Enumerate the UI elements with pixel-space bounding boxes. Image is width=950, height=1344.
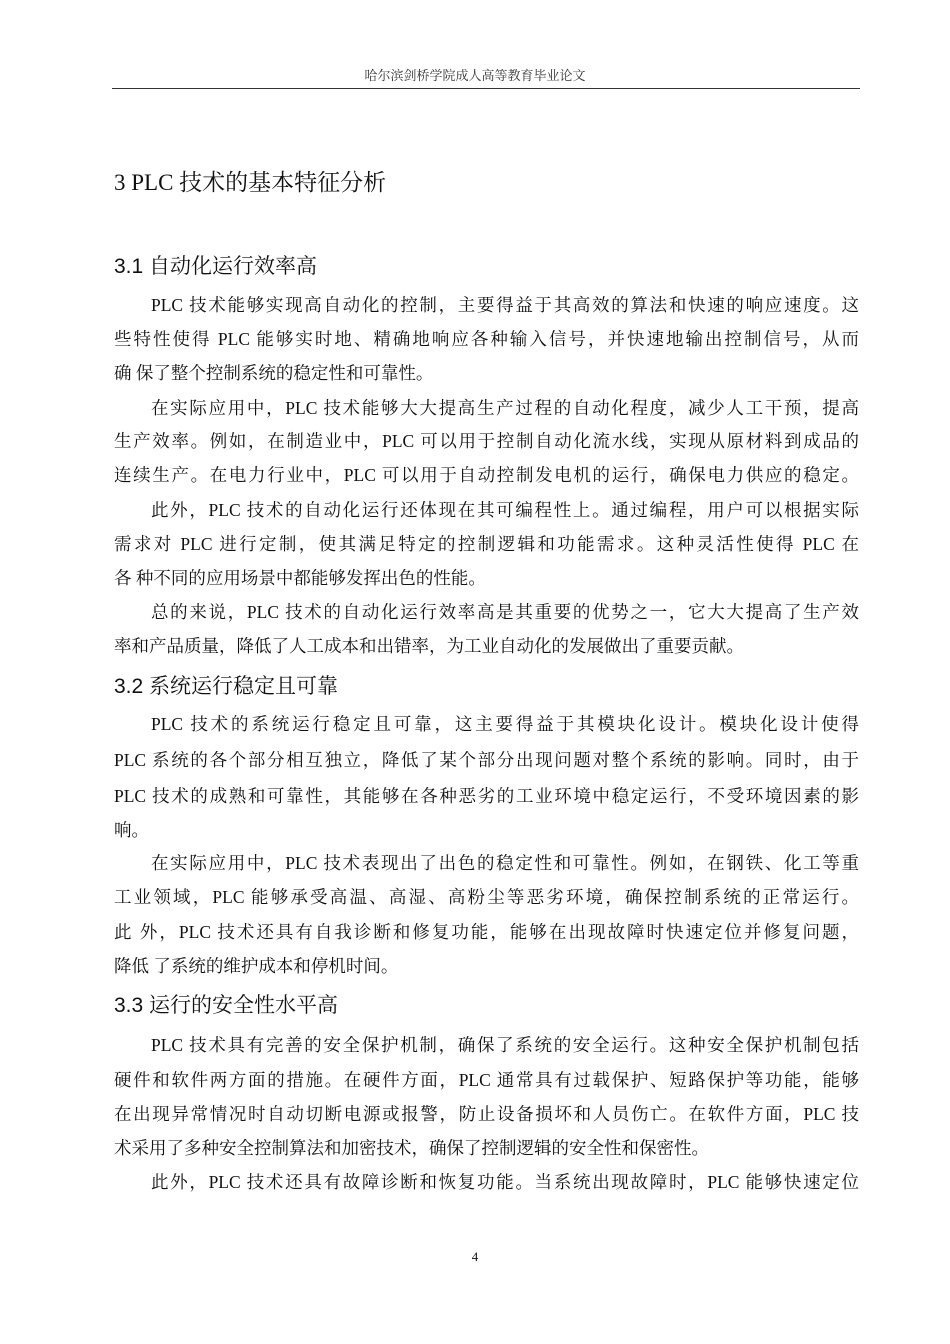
text-line: 生产效率。例如，在制造业中，PLC 可以用于控制自动化流水线，实现从原材料到成品的 bbox=[114, 431, 859, 451]
chapter-title: 3 PLC 技术的基本特征分析 bbox=[114, 170, 387, 195]
text-line: 响。 bbox=[114, 820, 149, 840]
section-heading: 3.3 运行的安全性水平高 bbox=[114, 994, 339, 1017]
text-line: 术采用了多种安全控制算法和加密技术，确保了控制逻辑的安全性和保密性。 bbox=[114, 1138, 709, 1158]
text-line: 需求对 PLC 进行定制，使其满足特定的控制逻辑和功能需求。这种灵活性使得 PLC 在 bbox=[114, 534, 859, 554]
text-line: PLC 技术的系统运行稳定且可靠，这主要得益于其模块化设计。模块化设计使得 bbox=[151, 714, 859, 734]
text-line: 工业领域，PLC 能够承受高温、高湿、高粉尘等恶劣环境，确保控制系统的正常运行。 bbox=[114, 887, 859, 907]
header-rule bbox=[112, 88, 860, 89]
text-line: 在实际应用中，PLC 技术表现出了出色的稳定性和可靠性。例如，在钢铁、化工等重 bbox=[151, 853, 859, 873]
text-line: PLC 技术的成熟和可靠性，其能够在各种恶劣的工业环境中稳定运行，不受环境因素的影 bbox=[114, 786, 859, 806]
text-line: 此外，PLC 技术的自动化运行还体现在其可编程性上。通过编程，用户可以根据实际 bbox=[151, 500, 859, 520]
text-line: 在实际应用中，PLC 技术能够大大提高生产过程的自动化程度，减少人工干预，提高 bbox=[151, 398, 859, 418]
text-line: 些特性使得 PLC 能够实时地、精确地响应各种输入信号，并快速地输出控制信号，从而 bbox=[114, 329, 859, 349]
text-line: 硬件和软件两方面的措施。在硬件方面，PLC 通常具有过载保护、短路保护等功能，能够 bbox=[114, 1070, 859, 1090]
text-line: PLC 系统的各个部分相互独立，降低了某个部分出现问题对整个系统的影响。同时，由于 bbox=[114, 750, 859, 770]
text-line: 确 保了整个控制系统的稳定性和可靠性。 bbox=[114, 363, 434, 383]
text-line: 此外，PLC 技术还具有故障诊断和恢复功能。当系统出现故障时，PLC 能够快速定位 bbox=[151, 1172, 859, 1192]
text-line: 降低 了系统的维护成本和停机时间。 bbox=[114, 956, 399, 976]
running-header: 哈尔滨剑桥学院成人高等教育毕业论文 bbox=[364, 68, 586, 83]
section-heading: 3.1 自动化运行效率高 bbox=[114, 255, 318, 278]
page-number: 4 bbox=[471, 1249, 479, 1264]
text-line: PLC 技术能够实现高自动化的控制，主要得益于其高效的算法和快速的响应速度。这 bbox=[151, 295, 859, 315]
text-line: 总的来说，PLC 技术的自动化运行效率高是其重要的优势之一，它大大提高了生产效 bbox=[151, 602, 859, 622]
text-line: 此 外，PLC 技术还具有自我诊断和修复功能，能够在出现故障时快速定位并修复问题， bbox=[114, 922, 859, 942]
text-line: 在出现异常情况时自动切断电源或报警，防止设备损坏和人员伤亡。在软件方面，PLC 技 bbox=[114, 1104, 859, 1124]
text-line: 连续生产。在电力行业中，PLC 可以用于自动控制发电机的运行，确保电力供应的稳定。 bbox=[114, 465, 859, 485]
text-line: 各 种不同的应用场景中都能够发挥出色的性能。 bbox=[114, 568, 486, 588]
text-line: PLC 技术具有完善的安全保护机制，确保了系统的安全运行。这种安全保护机制包括 bbox=[151, 1035, 859, 1055]
text-line: 率和产品质量，降低了人工成本和出错率，为工业自动化的发展做出了重要贡献。 bbox=[114, 636, 744, 656]
section-heading: 3.2 系统运行稳定且可靠 bbox=[114, 675, 339, 698]
